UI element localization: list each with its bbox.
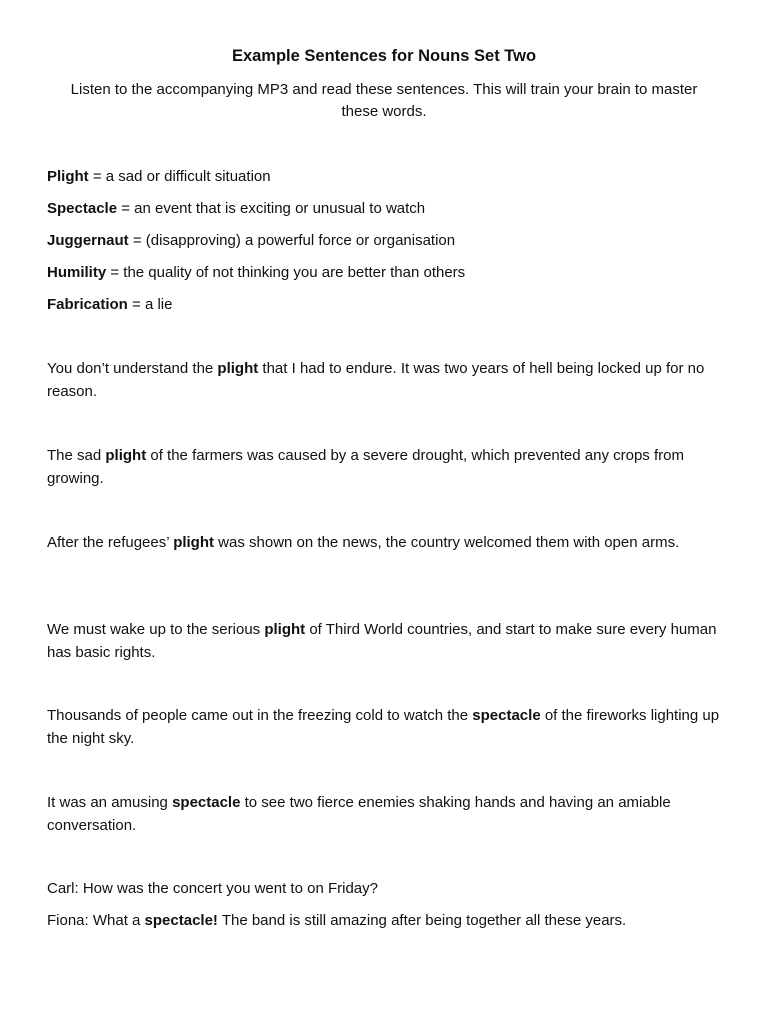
definition-meaning: = the quality of not thinking you are better than others: [106, 264, 466, 281]
definition-item: [47, 230, 727, 262]
highlighted-word: spectacle: [472, 707, 541, 724]
highlighted-word: spectacle!: [144, 912, 218, 929]
definition-item: [47, 262, 727, 294]
definition-meaning: = a lie: [127, 296, 173, 313]
definition-meaning: = (disapproving) a powerful force or organisation: [128, 232, 456, 249]
definition-term: Fabrication: [47, 296, 128, 313]
definition-term: Plight: [47, 168, 89, 185]
definition-item: [47, 294, 727, 326]
definition-meaning: = an event that is exciting or unusual to watch: [117, 200, 426, 217]
dialogue-line: Carl: How was the concert you went to on Friday?: [47, 880, 378, 897]
page-title: Example Sentences for Nouns Set Two: [231, 47, 537, 65]
example-sentence: You don’t understand the plight that I had to endure. It was two years of hell being locked up for no reason.: [47, 360, 705, 400]
highlighted-word: plight: [173, 534, 215, 551]
definition-item: [47, 166, 727, 198]
dialogue: [47, 878, 727, 932]
example-sentence: We must wake up to the serious plight of Third World countries, and start to make sure every human has basic rights.: [47, 621, 717, 661]
example-sentence: It was an amusing spectacle to see two fierce enemies shaking hands and having an amiable conversation.: [47, 794, 671, 834]
dialogue-line: Fiona: What a spectacle! The band is still amazing after being together all these years.: [47, 912, 627, 929]
highlighted-word: plight: [217, 360, 259, 377]
highlighted-word: spectacle: [172, 794, 241, 811]
intro-text: Listen to the accompanying MP3 and read these sentences. This will train your brain to master these words.: [70, 81, 698, 120]
example-sentence: The sad plight of the farmers was caused by a severe drought, which prevented any crops from growing.: [47, 447, 684, 487]
highlighted-word: plight: [264, 621, 306, 638]
definition-term: Humility: [47, 264, 107, 281]
definition-item: [47, 198, 727, 230]
definition-term: Spectacle: [47, 200, 118, 217]
definitions-list: [47, 166, 727, 326]
definition-term: Juggernaut: [47, 232, 129, 249]
highlighted-word: plight: [105, 447, 147, 464]
example-sentence: After the refugees’ plight was shown on the news, the country welcomed them with open arms.: [47, 534, 680, 551]
example-sentence: Thousands of people came out in the freezing cold to watch the spectacle of the fireworks lighting up the night sky.: [47, 707, 720, 747]
definition-meaning: = a sad or difficult situation: [88, 168, 271, 185]
